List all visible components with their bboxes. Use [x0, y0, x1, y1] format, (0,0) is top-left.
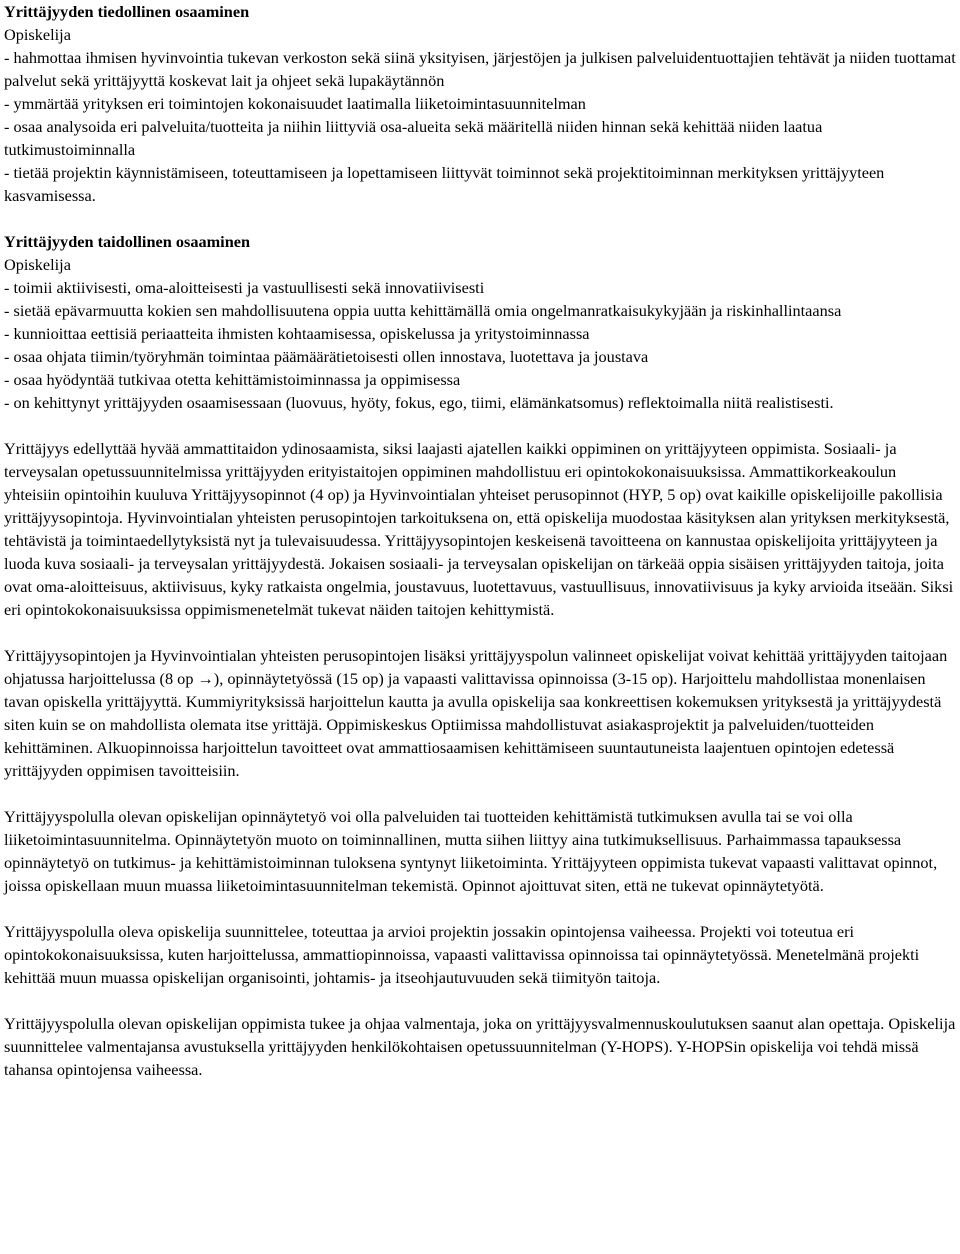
paragraph: Yrittäjyyspolulla olevan opiskelijan oppimista tukee ja ohjaa valmentaja, joka on yrittäjyysvalmennuskoulutuksen saanut alan opettaja. Opiskelija suunnittelee valmentajansa avustuksella yrittäjyyden henkilökohtaisen opetussuunnitelman (Y-HOPS). Y-HOPSin opiskelija voi tehdä missä tahansa opintojensa vaiheessa.: [4, 1014, 956, 1079]
spacer: [4, 207, 956, 230]
section-subtitle: Opiskelija: [4, 25, 71, 44]
section-knowledge: [4, 0, 956, 207]
spacer: [4, 414, 956, 437]
spacer: [4, 621, 956, 644]
list-item: - on kehittynyt yrittäjyyden osaamisessaan (luovuus, hyöty, fokus, ego, tiimi, elämänkatsomus) reflektoimalla niitä realistisesti.: [4, 393, 834, 412]
list-item: - toimii aktiivisesti, oma-aloitteisesti ja vastuullisesti sekä innovatiivisesti: [4, 278, 485, 297]
list-item: - osaa hyödyntää tutkivaa otetta kehittämistoiminnassa ja oppimisessa: [4, 370, 461, 389]
paragraph: Yrittäjyysopintojen ja Hyvinvointialan yhteisten perusopintojen lisäksi yrittäjyyspolun valinneet opiskelijat voivat kehittää yrittäjyyden taitojaan ohjatussa harjoittelussa (8 op →), opinnäytetyössä (15 op) ja vapaasti valittavissa opinnoissa (3-15 op). Harjoittelu mahdollistaa monenlaisen tavan opiskella yrittäjyyttä. Kummiyrityksissä harjoittelun kautta ja avulla opiskelija saa konkreettisen kokemuksen yrityksestä ja yrittäjyydestä siten kuin se on mahdollista olemata itse yrittäjä. Oppimiskeskus Optiimissa mahdollistuvat asiakasprojektit ja palveluiden/tuotteiden kehittäminen. Alkuopinnoissa harjoittelun tavoitteet ovat ammattiosaamisen kehittämiseen suuntautuneista laajentuen opintojen edetessä yrittäjyyden oppimisen tavoitteisiin.: [4, 646, 948, 780]
list-item: - ymmärtää yrityksen eri toimintojen kokonaisuudet laatimalla liiketoimintasuunnitelman: [4, 94, 586, 113]
spacer: [4, 897, 956, 920]
section-subtitle: Opiskelija: [4, 255, 71, 274]
spacer: [4, 989, 956, 1012]
paragraph: Yrittäjyys edellyttää hyvää ammattitaidon ydinosaamista, siksi laajasti ajatellen kaikki oppiminen on yrittäjyyteen oppimista. Sosiaali- ja terveysalan opetussuunnitelmissa yrittäjyyden erityistaitojen oppiminen mahdollistuu eri opintokokonaisuuksissa. Ammattikorkeakoulun yhteisiin opintoihin kuuluva Yrittäjyysopinnot (4 op) ja Hyvinvointialan yhteiset perusopinnot (HYP, 5 op) ovat kaikille opiskelijoille pakollisia yrittäjyysopintoja. Hyvinvointialan yhteisten perusopintojen tarkoituksena on, että opiskelija muodostaa käsityksen alan yrityksen merkityksestä, tehtävistä ja toimintaedellytyksistä nyt ja tulevaisuudessa. Yrittäjyysopintojen keskeisenä tavoitteena on kannustaa opiskelijoita yrittäjyyteen ja luoda kuva sosiaali- ja terveysalan yrittäjyydestä. Jokaisen sosiaali- ja terveysalan opiskelijan on tärkeää oppia sisäisen yrittäjyyden taitoja, joita ovat oma-aloitteisuus, aktiivisuus, kyky ratkaista ongelmia, joustavuus, luotettavuus, vastuullisuus, innovatiivisuus ja kyky arvioida itseään. Siksi eri opintokokonaisuuksissa oppimismenetelmät tukevat näiden taitojen kehittymistä.: [4, 439, 954, 619]
paragraph: Yrittäjyyspolulla olevan opiskelijan opinnäytetyö voi olla palveluiden tai tuotteiden kehittämistä tutkimuksen avulla tai se voi olla liiketoimintasuunnitelma. Opinnäytetyön muoto on toiminnallinen, mutta siihen liittyy aina tutkimuksellisuus. Parhaimmassa tapauksessa opinnäytetyö on tutkimus- ja kehittämistoiminnan tuloksena syntynyt liiketoiminta. Yrittäjyyteen oppimista tukevat vapaasti valittavat opinnot, joissa opiskellaan muun muassa liiketoimintasuunnitelman tekemistä. Opinnot ajoittuvat siten, että ne tukevat opinnäytetyötä.: [4, 807, 938, 895]
list-item: - hahmottaa ihmisen hyvinvointia tukevan verkoston sekä siinä yksityisen, järjestöjen ja julkisen palveluidentuottajien tehtävät ja niiden tuottamat palvelut sekä yrittäjyyttä koskevat lait ja ohjeet sekä lupakäytännön: [4, 48, 956, 90]
list-item: - sietää epävarmuutta kokien sen mahdollisuutena oppia uutta kehittämällä omia ongelmanratkaisukykyjään ja riskinhallintaansa: [4, 301, 842, 320]
paragraph: Yrittäjyyspolulla oleva opiskelija suunnittelee, toteuttaa ja arvioi projektin jossakin opintojensa vaiheessa. Projekti voi toteutua eri opintokokonaisuuksissa, kuten harjoittelussa, ammattiopinnoissa, vapaasti valittavissa opinnoissa tai opinnäytetyössä. Menetelmänä projekti kehittää muun muassa opiskelijan organisointi, johtamis- ja itseohjautuvuuden sekä tiimityön taitoja.: [4, 922, 920, 987]
list-item: - osaa ohjata tiimin/työryhmän toimintaa päämäärätietoisesti ollen innostava, luotettava ja joustava: [4, 347, 649, 366]
section-title: Yrittäjyyden tiedollinen osaaminen: [4, 2, 250, 21]
spacer: [4, 782, 956, 805]
list-item: - osaa analysoida eri palveluita/tuotteita ja niihin liittyviä osa-alueita sekä määritellä niiden hinnan sekä kehittää niiden laatua tutkimustoiminnalla: [4, 117, 823, 159]
list-item: - tietää projektin käynnistämiseen, toteuttamiseen ja lopettamiseen liittyvät toiminnot sekä projektitoiminnan merkityksen yrittäjyyteen kasvamisessa.: [4, 163, 885, 205]
section-title: Yrittäjyyden taidollinen osaaminen: [4, 232, 251, 251]
section-skills: [4, 230, 956, 414]
list-item: - kunnioittaa eettisiä periaatteita ihmisten kohtaamisessa, opiskelussa ja yritystoiminnassa: [4, 324, 590, 343]
